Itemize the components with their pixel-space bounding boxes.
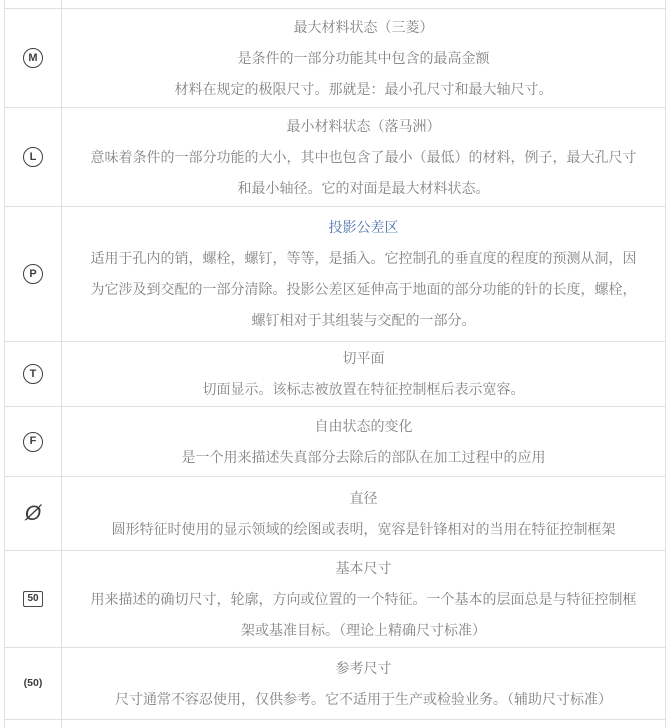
table-row [5, 477, 665, 551]
least-material-condition-symbol: L [23, 147, 43, 167]
symbol-cell [5, 207, 62, 341]
symbol-cell [5, 407, 62, 476]
row-body-line: 为它涉及到交配的一部分清除。投影公差区延伸高于地面的部分功能的针的长度，螺栓， [90, 281, 637, 297]
symbol-cell [5, 648, 62, 719]
symbol-cell [5, 108, 62, 206]
description-cell [62, 108, 665, 206]
symbol-cell [5, 477, 62, 550]
row-title: 自由状态的变化 [314, 417, 413, 434]
row-body-line: 意味着条件的一部分功能的大小，其中也包含了最小（最低）的材料，例子，最大孔尺寸 [90, 148, 637, 165]
row-title-link[interactable]: 投影公差区 [328, 219, 399, 235]
symbol-cell [5, 9, 62, 107]
description-cell [62, 9, 665, 107]
row-body-line: 是一个用来描述失真部分去除后的部队在加工过程中的应用 [181, 448, 546, 465]
row-title: 基本尺寸 [335, 559, 392, 576]
description-cell [62, 477, 665, 550]
table-row [5, 0, 665, 9]
basic-dimension-symbol: 50 [23, 591, 42, 607]
row-body-line: 用来描述的确切尺寸，轮廓，方向或位置的一个特征。一个基本的层面总是与特征控制框 [90, 590, 637, 607]
table-row [5, 551, 665, 648]
table-row [5, 9, 665, 108]
row-title: 参考尺寸 [335, 659, 392, 676]
row-body-line: 圆形特征时使用的显示领域的绘图或表明，宽容是针锋相对的当用在特征控制框架 [111, 520, 616, 537]
symbol-cell [5, 720, 62, 728]
row-body-line: 适用于孔内的销，螺栓，螺钉，等等，是插入。它控制孔的垂直度的程度的预测从洞，因 [90, 250, 637, 266]
row-title: 最大材料状态（三菱） [293, 18, 434, 35]
symbol-table [4, 0, 666, 728]
table-row [5, 407, 665, 477]
row-body-line: 架或基准目标。（理论上精确尺寸标准） [241, 621, 486, 638]
description-cell [62, 207, 665, 341]
tangent-plane-symbol: T [23, 364, 43, 384]
symbol-cell [5, 342, 62, 406]
row-body-line: 螺钉相对于其组装与交配的一部分。 [251, 312, 476, 328]
row-body-line: 切面显示。该标志被放置在特征控制框后表示宽容。 [202, 381, 525, 397]
symbol-cell [5, 551, 62, 647]
row-title: 直径 [349, 489, 378, 506]
row-body-line: 尺寸通常不容忍使用，仅供参考。它不适用于生产或检验业务。（辅助尺寸标准） [115, 690, 612, 707]
free-state-symbol: F [23, 432, 43, 452]
description-cell [62, 720, 665, 728]
diameter-symbol: Ø [24, 502, 42, 525]
description-cell [62, 551, 665, 647]
maximum-material-condition-symbol: M [23, 48, 43, 68]
row-title: 最小材料状态（落马洲） [286, 117, 441, 134]
table-row [5, 648, 665, 720]
row-body-line: 和最小轴径。它的对面是最大材料状态。 [237, 179, 490, 196]
description-cell [62, 0, 665, 8]
row-body-line: 是条件的一部分功能其中包含的最高金额 [237, 49, 490, 66]
table-row [5, 108, 665, 207]
row-body-line: 材料在规定的极限尺寸。那就是：最小孔尺寸和最大轴尺寸。 [174, 80, 553, 97]
reference-dimension-symbol: (50) [23, 677, 43, 690]
description-cell [62, 648, 665, 719]
row-title: 切平面 [342, 350, 385, 366]
description-cell [62, 342, 665, 406]
table-row [5, 207, 665, 342]
table-row [5, 720, 665, 728]
projected-tolerance-zone-symbol: P [23, 264, 43, 284]
table-row [5, 342, 665, 407]
symbol-cell [5, 0, 62, 8]
description-cell [62, 407, 665, 476]
